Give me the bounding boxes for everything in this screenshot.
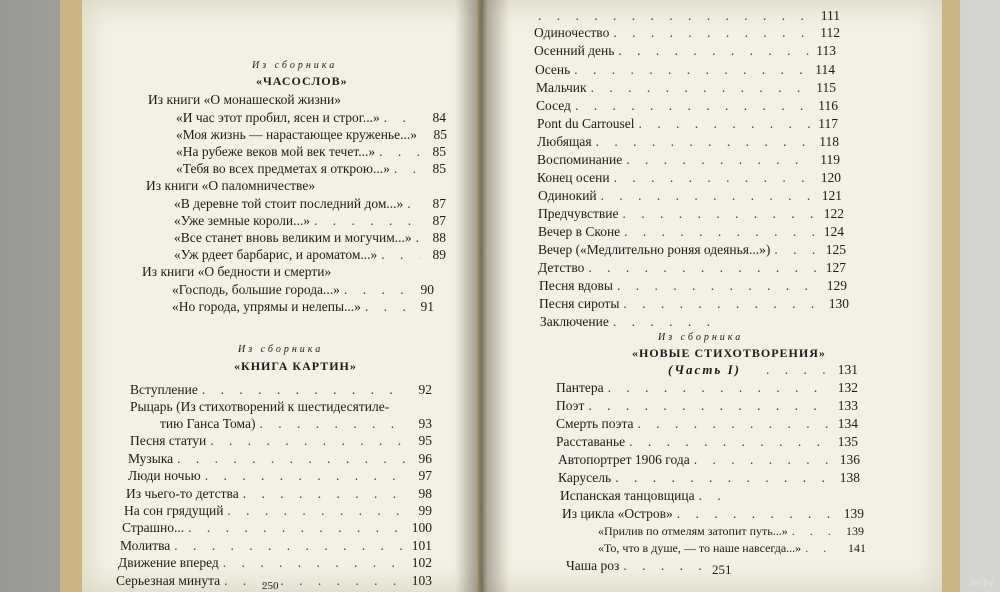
toc-entry: Мальчик . . . 115 [536, 80, 836, 98]
toc-entry: Молитва . . . 101 [120, 538, 432, 556]
toc-entry: Песня сироты . . . 130 [539, 296, 849, 314]
section-label: Из сборника [252, 60, 338, 71]
toc-entry: На сон грядущий . . . 99 [124, 503, 432, 521]
toc-entry: «Моя жизнь — нарастающее круженье...» 85 [176, 127, 447, 142]
toc-entry: Из книги «О бедности и смерти» [142, 264, 332, 279]
toc-entry: Одиночество . . . 112 [534, 25, 840, 43]
toc-entry: Песня вдовы . . . 129 [539, 278, 847, 296]
toc-entry: . . . 131 [556, 362, 858, 380]
toc-entry: Вступление . . . 92 [130, 382, 432, 400]
toc-entry: Воспоминание . . . 119 [537, 152, 840, 170]
toc-entry: Смерть поэта . . . 134 [556, 416, 858, 434]
toc-entry: «И час этот пробил, ясен и строг...» . . . 84 [176, 110, 446, 128]
toc-entry: Из книги «О паломничестве» [146, 178, 316, 193]
toc-entry: Чаша роз . . . [566, 558, 716, 576]
toc-entry: Из книги «О монашеской жизни» [148, 92, 342, 107]
toc-entry: Из цикла «Остров» . . . 139 [562, 506, 864, 524]
toc-entry: «Прилив по отмелям затопит путь...» . . . 139 [598, 524, 864, 542]
section-subtitle: (Часть I) [668, 362, 742, 377]
toc-entry: Рыцарь (Из стихотворений к шестидесятиле- [130, 399, 390, 414]
page-number: 251 [712, 562, 732, 577]
toc-entry: Одинокий . . . 121 [538, 188, 842, 206]
book-gutter [455, 0, 510, 592]
toc-entry: «В деревне той стоит последний дом...» . . . 87 [174, 196, 446, 214]
toc-entry: Предчувствие . . . 122 [538, 206, 844, 224]
toc-entry: «Тебя во всех предметах я открою...» . . . 85 [176, 161, 446, 179]
toc-entry: «Все станет вновь великим и могучим...» . . . 88 [174, 230, 446, 248]
toc-entry: Движение вперед . . . 102 [118, 555, 432, 573]
toc-entry: Конец осени . . . 120 [537, 170, 841, 188]
toc-entry: Вечер в Сконе . . . 124 [538, 224, 844, 242]
toc-entry: «На рубеже веков мой век течет...» . . . 85 [176, 144, 446, 162]
toc-entry: тию Ганса Тома) . . . 93 [160, 416, 432, 434]
toc-entry: Заключение . . . [540, 314, 720, 332]
toc-entry: Детство . . . 127 [538, 260, 846, 278]
toc-entry: Вечер («Медлительно роняя одеянья...») . . . 125 [538, 242, 846, 260]
toc-entry: Сосед . . . 116 [536, 98, 838, 116]
toc-entry: «Но города, упрямы и нелепы...» . . . 91 [172, 299, 434, 317]
toc-entry: «Уж рдеет барбарис, и ароматом...» . . . 89 [174, 247, 446, 265]
section-title: «КНИГА КАРТИН» [234, 359, 357, 373]
toc-entry: Карусель . . . 138 [558, 470, 860, 488]
toc-entry: Автопортрет 1906 года . . . 136 [558, 452, 860, 470]
toc-entry: Pont du Carrousel . . . 117 [537, 116, 838, 134]
section-label: Из сборника [238, 344, 324, 355]
toc-entry: Осенний день . . . 113 [534, 43, 836, 61]
toc-entry: Осень . . . 114 [535, 62, 835, 80]
toc-entry: «То, что в душе, — то наше навсегда...» . . . 141 [598, 541, 866, 559]
section-title: «НОВЫЕ СТИХОТВОРЕНИЯ» [632, 346, 826, 360]
section-label: Из сборника [658, 332, 744, 343]
page-number: 250 [262, 580, 279, 592]
toc-entry: . . . 111 [534, 8, 840, 26]
toc-entry: Страшно... . . . 100 [122, 520, 432, 538]
toc-entry: Серьезная минута . . . 103 [116, 573, 432, 591]
toc-entry: Музыка . . . 96 [128, 451, 432, 469]
toc-entry: Поэт . . . 133 [556, 398, 858, 416]
toc-entry: Любящая . . . 118 [537, 134, 839, 152]
toc-entry: Из чьего-то детства . . . 98 [126, 486, 432, 504]
toc-entry: Песня статуи . . . 95 [130, 433, 432, 451]
toc-entry: Расставанье . . . 135 [556, 434, 858, 452]
toc-entry: Испанская танцовщица . . . [560, 488, 740, 506]
toc-entry: «Господь, большие города...» . . . 90 [172, 282, 434, 300]
watermark: ay.by [970, 578, 994, 588]
toc-entry: «Уже земные короли...» . . . 87 [174, 213, 446, 231]
section-title: «ЧАСОСЛОВ» [256, 74, 348, 88]
toc-entry: Люди ночью . . . 97 [128, 468, 432, 486]
toc-entry: Пантера . . . 132 [556, 380, 858, 398]
